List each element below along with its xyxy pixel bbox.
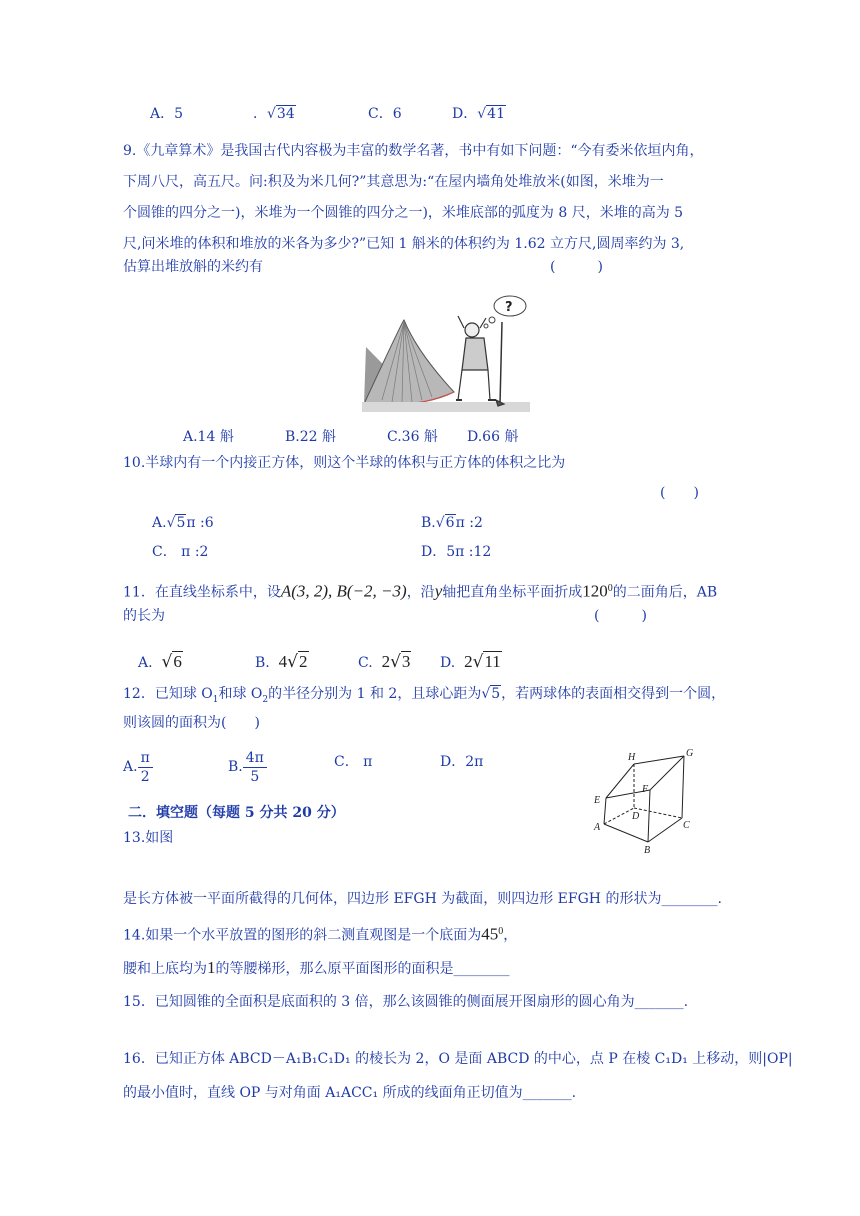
q9-option-b: B.22 斛 [285, 429, 337, 445]
label-G: G [686, 748, 694, 759]
q11-line-1: 11．在直线坐标系中，设A(3, 2), B(−2, −3)，沿y轴把直角坐标平面折成$120^0$的二面角后，AB [123, 581, 718, 601]
q9-option-d: D.66 斛 [467, 429, 519, 445]
q12-option-b: B. $\frac{4\pi}{5}$ [228, 748, 267, 786]
q10-option-a: A.√5π :6 [152, 515, 214, 531]
q11-option-d: D. 2√11 [440, 652, 501, 672]
svg-text:?: ? [505, 300, 513, 315]
q9-line-4: 尺,问米堆的体积和堆放的米各为多少?”已知 1 斛米的体积约为 1.62 立方尺,圆周率约为 3, [123, 236, 685, 252]
q10-option-d: D．5π :12 [421, 544, 492, 560]
q16-line-1: 16．已知正方体 ABCD－A₁B₁C₁D₁ 的棱长为 2，O 是面 ABCD 的中心，点 P 在棱 C₁D₁ 上移动，则|OP| [123, 1051, 793, 1067]
q12-option-d: D．2π [440, 754, 484, 770]
q14-line-2: 腰和上底均为1的等腰梯形，那么原平面图形的面积是________ [123, 958, 510, 977]
cuboid-figure [588, 748, 700, 858]
label-A: A [594, 822, 601, 833]
q9-option-a: A.14 斛 [183, 429, 234, 445]
q8-option-c: C．6 [368, 106, 402, 122]
q9-line-3: 个圆锥的四分之一)，米堆为一个圆锥的四分之一)，米堆底部的弧度为 8 尺，米堆的高为 5 [123, 205, 684, 221]
q12-line-2: 则该圆的面积为( ) [123, 715, 260, 731]
q8-option-d: D．√41 [452, 106, 505, 122]
q10-option-b: B.√6π :2 [421, 515, 483, 531]
rice-pile-illustration [362, 292, 530, 412]
q12-option-a: A. $\frac{\pi}{2}$ [123, 748, 153, 786]
q10-option-c: C． π :2 [152, 544, 209, 560]
q9-line-2: 下周八尺，高五尺。问:积及为米几何?”其意思为:“在屋内墙角处堆放米(如图，米堆为一 [123, 174, 664, 190]
q9-line-5: 估算出堆放斛的米约有 [123, 259, 263, 275]
label-H: H [628, 752, 636, 763]
label-B: B [644, 845, 651, 856]
q8-option-a: A．5 [150, 106, 184, 122]
q15-line-1: 15．已知圆锥的全面积是底面积的 3 倍，那么该圆锥的侧面展开图扇形的圆心角为_______. [123, 994, 689, 1010]
label-D: D [632, 811, 640, 822]
q11-option-a: A. √6 [138, 652, 182, 672]
q11-line-2: 的长为 [123, 608, 165, 624]
q9-answer-paren: ( ) [550, 259, 603, 275]
q11-answer-paren: ( ) [594, 608, 647, 624]
q11-option-b: B. 4√2 [255, 652, 308, 672]
label-E: E [594, 795, 601, 806]
q13-line-2: 是长方体被一平面所截得的几何体，四边形 EFGH 为截面，则四边形 EFGH 的形状为________. [123, 891, 722, 907]
q12-option-c: C． π [334, 754, 373, 770]
q12-line-1: 12．已知球 $O_1$和球 $O_2$的半径分别为 1 和 2，且球心距为√5，若两球体的表面相交得到一个圆， [123, 686, 726, 705]
section-2-title: 二．填空题（每题 5 分共 20 分） [128, 805, 345, 821]
label-F: F [642, 784, 649, 795]
q10-line-1: 10.半球内有一个内接正方体，则这个半球的体积与正方体的体积之比为 [123, 455, 566, 471]
q10-answer-paren: ( ) [660, 485, 699, 501]
q14-line-1: 14.如果一个水平放置的图形的斜二测直观图是一个底面为$45^0$， [123, 924, 518, 944]
q8-option-b: ．√34 [253, 106, 295, 122]
q9-line-1: 9.《九章算术》是我国古代内容极为丰富的数学名著，书中有如下问题：“今有委米依垣内角， [123, 143, 704, 159]
q13-line-1: 13.如图 [123, 830, 174, 846]
q16-line-2: 的最小值时，直线 OP 与对角面 A₁ACC₁ 所成的线面角正切值为_______. [123, 1085, 577, 1101]
q9-option-c: C.36 斛 [387, 429, 438, 445]
label-C: C [683, 820, 690, 831]
q11-option-c: C. 2√3 [358, 652, 411, 672]
